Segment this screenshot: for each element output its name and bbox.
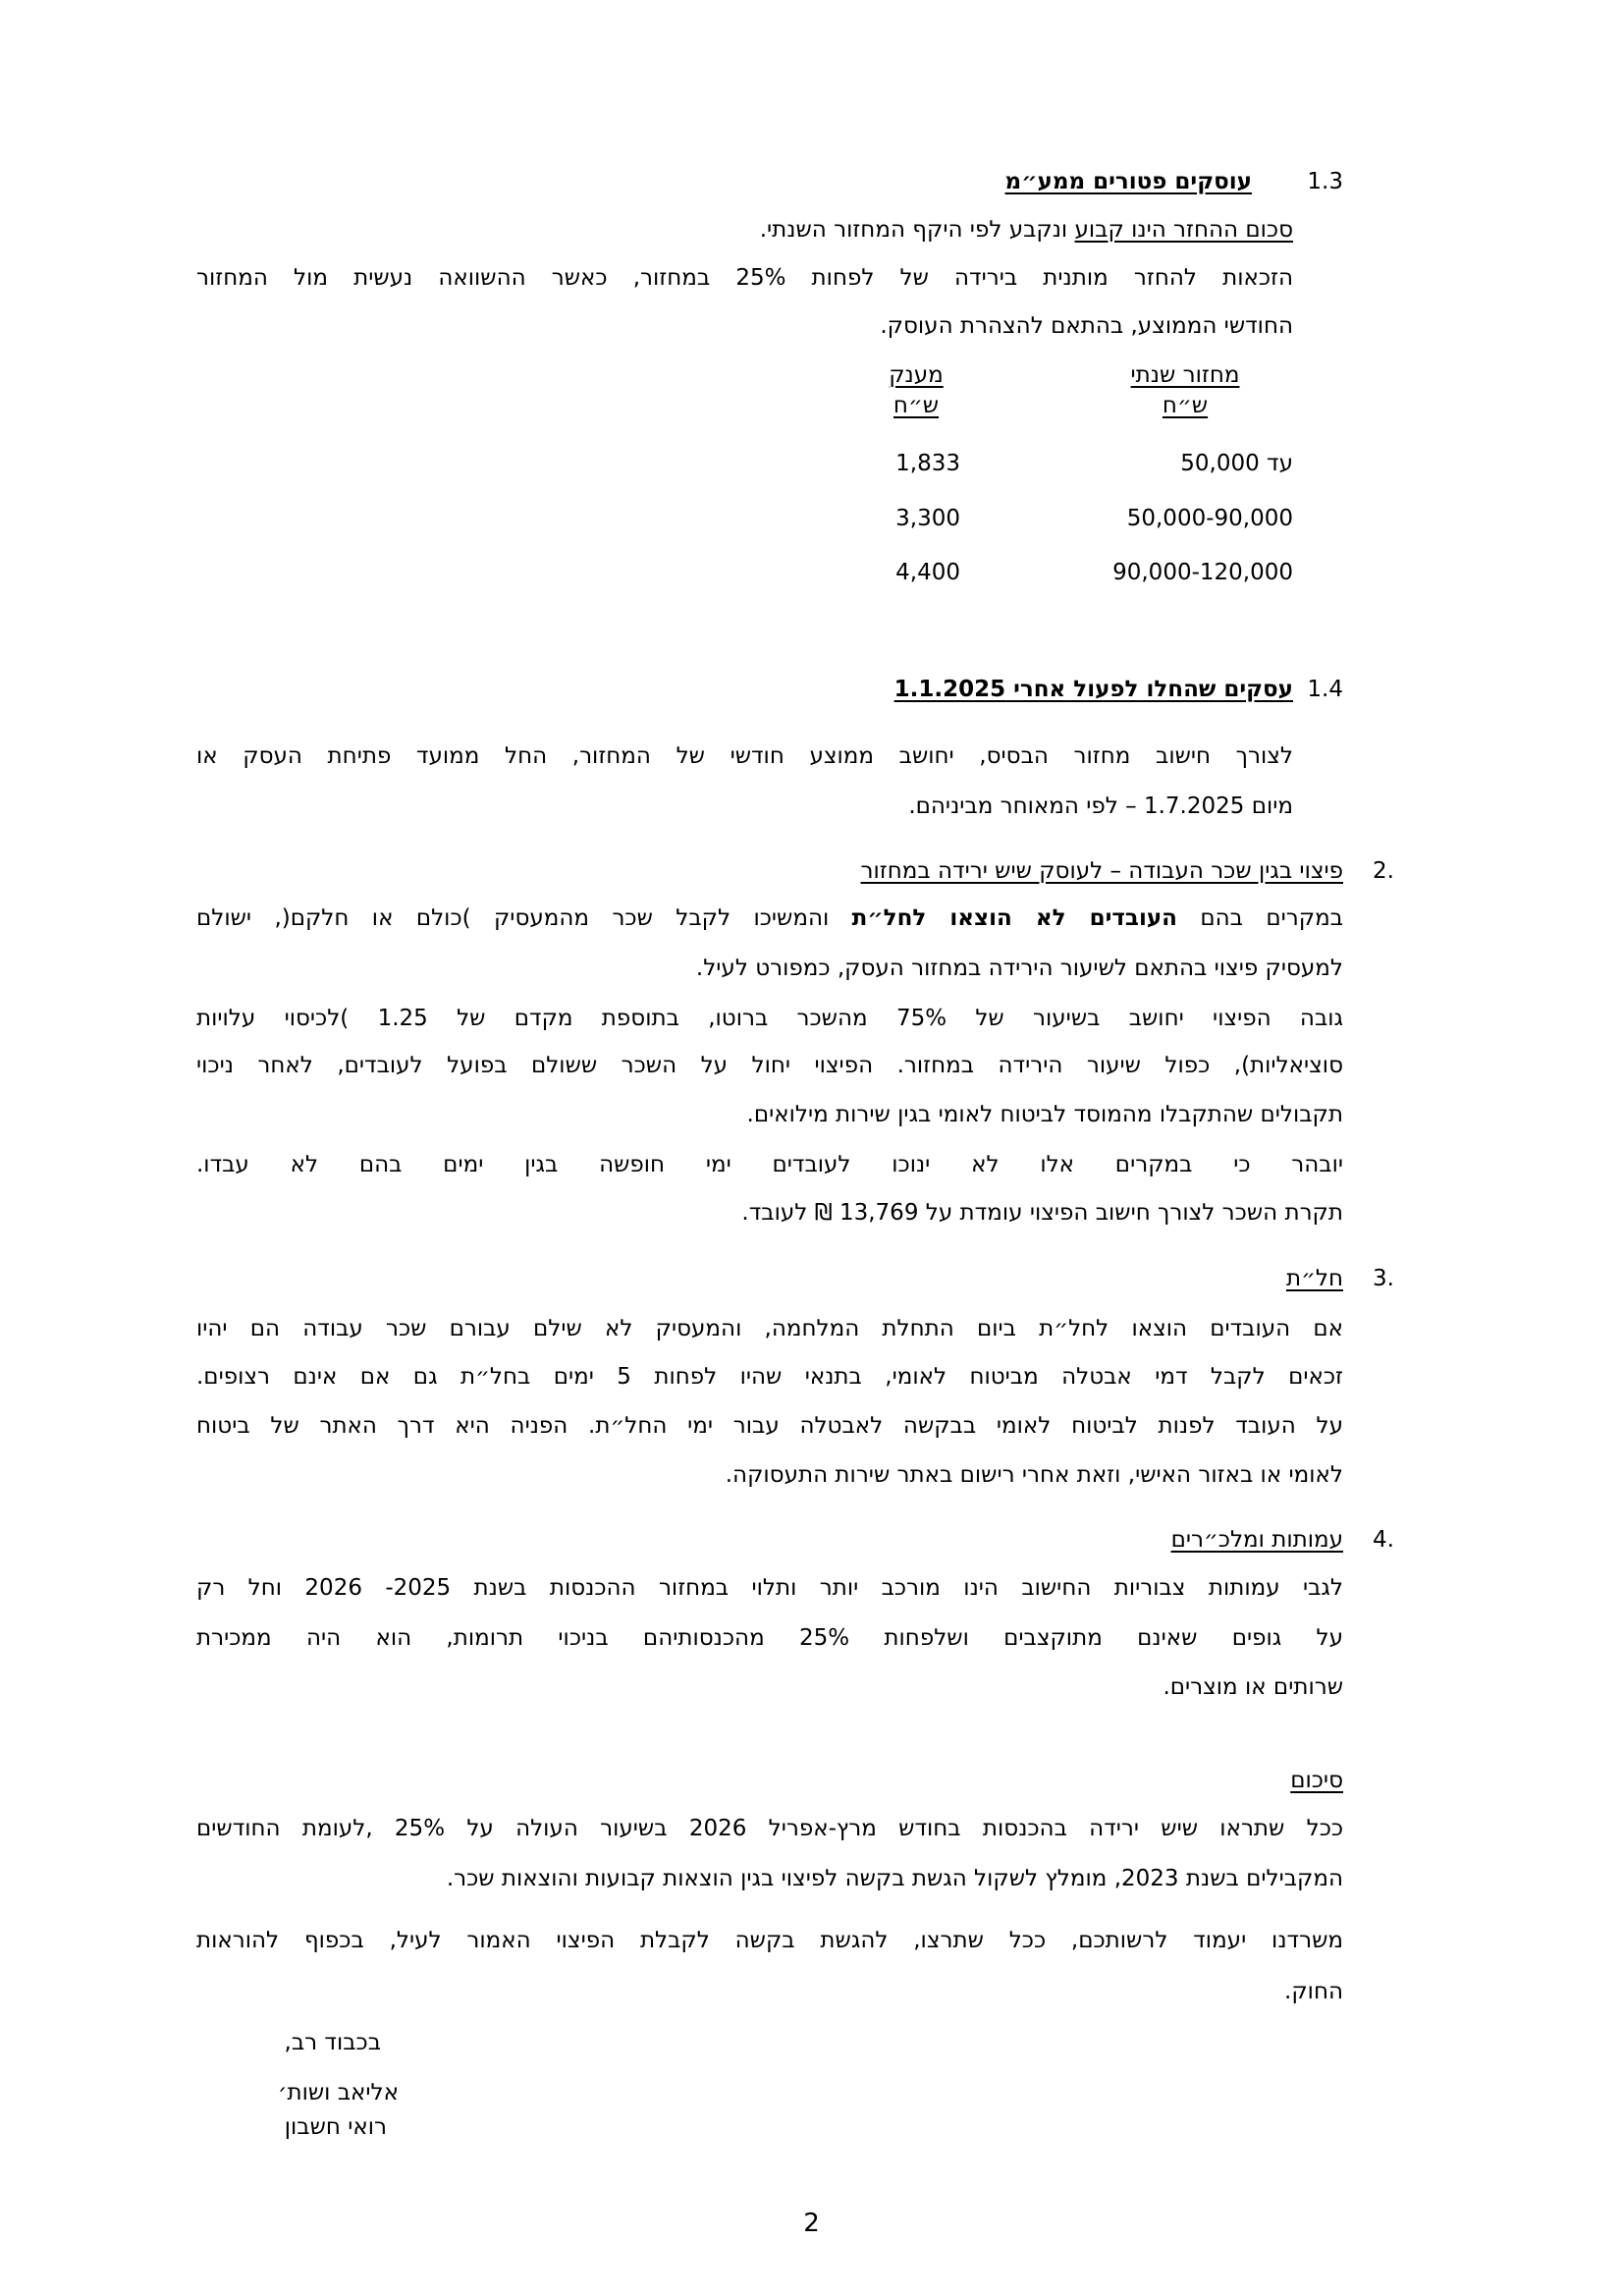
section-1-3-title: עוסקים פטורים ממע״מ bbox=[1004, 169, 1252, 194]
section-1-3-line-2: הזכאות להחזר מותנית בירידה של לפחות 25% במחזור, כאשר ההשוואה נעשית מול המחזור bbox=[196, 265, 1293, 291]
fixed-amount-phrase: סכום ההחזר הינו קבוע bbox=[1074, 217, 1293, 243]
section-1-4-line-2: מיום 1.7.2025 – לפי המאוחר מביניהם. bbox=[908, 793, 1293, 819]
table-header-turnover: מחזור שנתי bbox=[1130, 362, 1240, 388]
section-2-line-5: תקבולים שהתקבלו מהמוסד לביטוח לאומי בגין שירות מילואים. bbox=[746, 1102, 1343, 1127]
section-2-line-1-end: והמשיכו לקבל שכר מהמעסיק )כולם או חלקם(, ישולם bbox=[196, 905, 852, 931]
section-3-line-4: לאומי או באזור האישי, וזאת אחרי רישום באתר שירות התעסוקה. bbox=[725, 1462, 1343, 1488]
signature-firm: אליאב ושות׳ bbox=[277, 2080, 399, 2105]
table-row-turnover: עד 50,000 bbox=[1180, 451, 1293, 476]
section-2-line-2: למעסיק פיצוי בהתאם לשיעור הירידה במחזור העסק, כמפורט לעיל. bbox=[695, 956, 1343, 981]
section-2-line-3: גובה הפיצוי יחושב בשיעור של 75% מהשכר ברוטו, בתוספת מקדם של 1.25 )לכיסוי עלויות bbox=[196, 1006, 1344, 1031]
section-1-3-line-3: החודשי הממוצע, בהתאם להצהרת העוסק. bbox=[880, 313, 1293, 339]
signature-closing: בכבוד רב, bbox=[284, 2030, 381, 2055]
table-row-grant: 4,400 bbox=[895, 560, 960, 585]
section-2-number: 2. bbox=[1373, 858, 1394, 884]
section-4-title: עמותות ומלכ״רים bbox=[1170, 1527, 1343, 1553]
summary-line-2: המקבילים בשנת 2023, מומלץ לשקול הגשת בקשה לפיצוי בגין הוצאות קבועות והוצאות שכר. bbox=[446, 1866, 1343, 1891]
section-2-line-1-bold: העובדים לא הוצאו לחל״ת bbox=[851, 905, 1177, 931]
table-row-turnover: 50,000-90,000 bbox=[1126, 506, 1293, 531]
section-3-title: חל״ת bbox=[1285, 1266, 1343, 1291]
section-1-4-title: עסקים שהחלו לפעול אחרי 1.1.2025 bbox=[893, 677, 1293, 702]
summary-line-3: משרדנו יעמוד לרשותכם, ככל שתרצו, להגשת בקשה לקבלת הפיצוי האמור לעיל, בכפוף להוראות bbox=[196, 1928, 1343, 1953]
section-2-line-4: סוציאליות), כפול שיעור הירידה במחזור. הפיצוי יחול על השכר ששולם בפועל לעובדים, לאחר ניכוי bbox=[196, 1053, 1343, 1078]
table-row-grant: 3,300 bbox=[895, 506, 960, 531]
section-1-4-number: 1.4 bbox=[1307, 677, 1343, 702]
section-1-4-line-1: לצורך חישוב מחזור הבסיס, יחושב ממוצע חודשי של המחזור, החל ממועד פתיחת העסק או bbox=[196, 743, 1293, 769]
table-row-grant: 1,833 bbox=[895, 451, 960, 476]
section-3-number: 3. bbox=[1373, 1266, 1394, 1291]
section-4-line-3: שרותים או מוצרים. bbox=[1163, 1674, 1343, 1700]
summary-title: סיכום bbox=[1290, 1768, 1343, 1793]
summary-line-1: ככל שתראו שיש ירידה בהכנסות בחודש מרץ-אפריל 2026 בשיעור העולה על 25% ,לעומת החודשים bbox=[196, 1816, 1344, 1841]
section-3-line-2: זכאים לקבל דמי אבטלה מביטוח לאומי, בתנאי שהיו לפחות 5 ימים בחל״ת גם אם אינם רצופים. bbox=[196, 1364, 1344, 1390]
table-unit-turnover: ש״ח bbox=[1162, 393, 1209, 418]
page-number: 2 bbox=[803, 2209, 820, 2238]
section-3-line-1: אם העובדים הוצאו לחל״ת ביום התחלת המלחמה, והמעסיק לא שילם עבורם שכר עבודה הם יהיו bbox=[196, 1316, 1343, 1341]
section-4-number: 4. bbox=[1373, 1527, 1394, 1553]
section-2-line-6: יובהר כי במקרים אלו לא ינוכו לעובדים ימי חופשה בגין ימים בהם לא עבדו. bbox=[196, 1152, 1343, 1177]
section-2-line-1-start: במקרים בהם bbox=[1176, 905, 1343, 931]
section-1-3-number: 1.3 bbox=[1307, 169, 1343, 194]
table-row-turnover: 90,000-120,000 bbox=[1112, 560, 1293, 585]
section-4-line-2: על גופים שאינם מתוקצבים ושלפחות 25% מהכנסותיהם בניכוי תרומות, הוא היה ממכירת bbox=[196, 1625, 1343, 1651]
section-2-title: פיצוי בגין שכר העבודה – לעוסק שיש ירידה במחזור bbox=[860, 858, 1343, 884]
section-4-line-1: לגבי עמותות צבוריות החישוב הינו מורכב יותר ותלוי במחזור ההכנסות בשנת 2025- 2026 וחל רק bbox=[196, 1575, 1343, 1601]
section-3-line-3: על העובד לפנות לביטוח לאומי בבקשה לאבטלה עבור ימי החל״ת. הפניה היא דרך האתר של ביטוח bbox=[196, 1413, 1343, 1439]
section-2-line-7: תקרת השכר לצורך חישוב הפיצוי עומדת על 13,769 ₪ לעובד. bbox=[741, 1200, 1343, 1226]
summary-line-4: החוק. bbox=[1284, 1979, 1343, 2004]
table-header-grant: מענק bbox=[889, 362, 944, 388]
section-2-line-1 bbox=[196, 894, 1343, 943]
table-unit-grant: ש״ח bbox=[893, 393, 940, 418]
section-1-3-line-1-rest: ונקבע לפי היקף המחזור השנתי. bbox=[759, 217, 1075, 243]
signature-profession: רואי חשבון bbox=[284, 2114, 387, 2140]
section-1-3-line-1 bbox=[760, 205, 1293, 254]
